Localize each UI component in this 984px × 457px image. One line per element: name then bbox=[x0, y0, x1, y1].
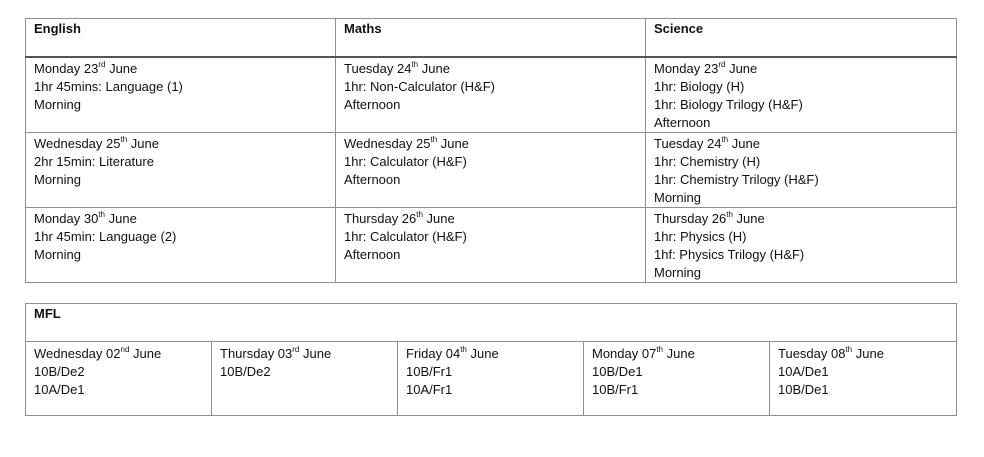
class-group: 10A/De1 bbox=[778, 364, 829, 379]
exam-detail: 2hr 15min: Literature bbox=[34, 154, 154, 169]
exam-date: Monday 30th June bbox=[34, 209, 137, 226]
table-row bbox=[26, 208, 957, 283]
exam-date: Wednesday 02nd June bbox=[34, 344, 162, 361]
class-group: 10B/Fr1 bbox=[406, 364, 453, 379]
exam-date: Wednesday 25th June bbox=[34, 134, 159, 151]
exam-date: Monday 07th June bbox=[592, 344, 695, 361]
exam-cell-maths bbox=[336, 208, 646, 283]
exam-cell-science bbox=[646, 208, 957, 283]
core-subjects-table bbox=[25, 18, 957, 283]
exam-detail: 1hr: Non-Calculator (H&F) bbox=[344, 79, 495, 94]
exam-detail: 1hr: Calculator (H&F) bbox=[344, 154, 467, 169]
exam-detail: 1hr: Physics (H) bbox=[654, 229, 747, 244]
class-group: 10A/Fr1 bbox=[406, 382, 453, 397]
exam-cell-english bbox=[26, 57, 336, 133]
exam-date: Tuesday 08th June bbox=[778, 344, 884, 361]
exam-detail: 1hr: Chemistry (H) bbox=[654, 154, 761, 169]
table-row bbox=[26, 133, 957, 208]
mfl-cell bbox=[212, 342, 398, 416]
mfl-cell bbox=[398, 342, 584, 416]
exam-session: Afternoon bbox=[654, 115, 711, 130]
exam-session: Afternoon bbox=[344, 172, 401, 187]
header-english: English bbox=[26, 19, 336, 58]
mfl-header-row bbox=[26, 304, 957, 342]
exam-date: Tuesday 24th June bbox=[344, 59, 450, 76]
class-group: 10B/De2 bbox=[220, 364, 271, 379]
class-group: 10A/De1 bbox=[34, 382, 85, 397]
class-group: 10B/Fr1 bbox=[592, 382, 639, 397]
exam-session: Morning bbox=[34, 172, 81, 187]
mfl-cell bbox=[26, 342, 212, 416]
exam-detail: 1hr 45min: Language (2) bbox=[34, 229, 177, 244]
header-mfl: MFL bbox=[26, 304, 957, 342]
exam-cell-science bbox=[646, 133, 957, 208]
class-group: 10B/De1 bbox=[592, 364, 643, 379]
exam-session: Morning bbox=[654, 265, 701, 280]
exam-session: Afternoon bbox=[344, 97, 401, 112]
mfl-cell bbox=[770, 342, 957, 416]
exam-date: Thursday 26th June bbox=[654, 209, 765, 226]
exam-detail: 1hr: Biology Trilogy (H&F) bbox=[654, 97, 803, 112]
exam-date: Thursday 03rd June bbox=[220, 344, 332, 361]
exam-detail: 1hr: Chemistry Trilogy (H&F) bbox=[654, 172, 819, 187]
exam-date: Monday 23rd June bbox=[34, 59, 138, 76]
header-maths: Maths bbox=[336, 19, 646, 58]
exam-cell-english bbox=[26, 133, 336, 208]
exam-date: Thursday 26th June bbox=[344, 209, 455, 226]
exam-session: Afternoon bbox=[344, 247, 401, 262]
exam-session: Morning bbox=[654, 190, 701, 205]
exam-session: Morning bbox=[34, 247, 81, 262]
class-group: 10B/De2 bbox=[34, 364, 85, 379]
exam-session: Morning bbox=[34, 97, 81, 112]
core-header-row bbox=[26, 19, 957, 58]
exam-detail: 1hr: Calculator (H&F) bbox=[344, 229, 467, 244]
mfl-cell bbox=[584, 342, 770, 416]
class-group: 10B/De1 bbox=[778, 382, 829, 397]
header-science: Science bbox=[646, 19, 957, 58]
exam-date: Monday 23rd June bbox=[654, 59, 758, 76]
exam-date: Friday 04th June bbox=[406, 344, 499, 361]
exam-date: Tuesday 24th June bbox=[654, 134, 760, 151]
table-row bbox=[26, 342, 957, 416]
exam-cell-science bbox=[646, 57, 957, 133]
exam-cell-maths bbox=[336, 57, 646, 133]
exam-detail: 1hr 45mins: Language (1) bbox=[34, 79, 183, 94]
exam-detail: 1hf: Physics Trilogy (H&F) bbox=[654, 247, 805, 262]
mfl-table bbox=[25, 303, 957, 416]
exam-date: Wednesday 25th June bbox=[344, 134, 469, 151]
exam-cell-maths bbox=[336, 133, 646, 208]
table-row bbox=[26, 57, 957, 133]
exam-detail: 1hr: Biology (H) bbox=[654, 79, 745, 94]
exam-cell-english bbox=[26, 208, 336, 283]
